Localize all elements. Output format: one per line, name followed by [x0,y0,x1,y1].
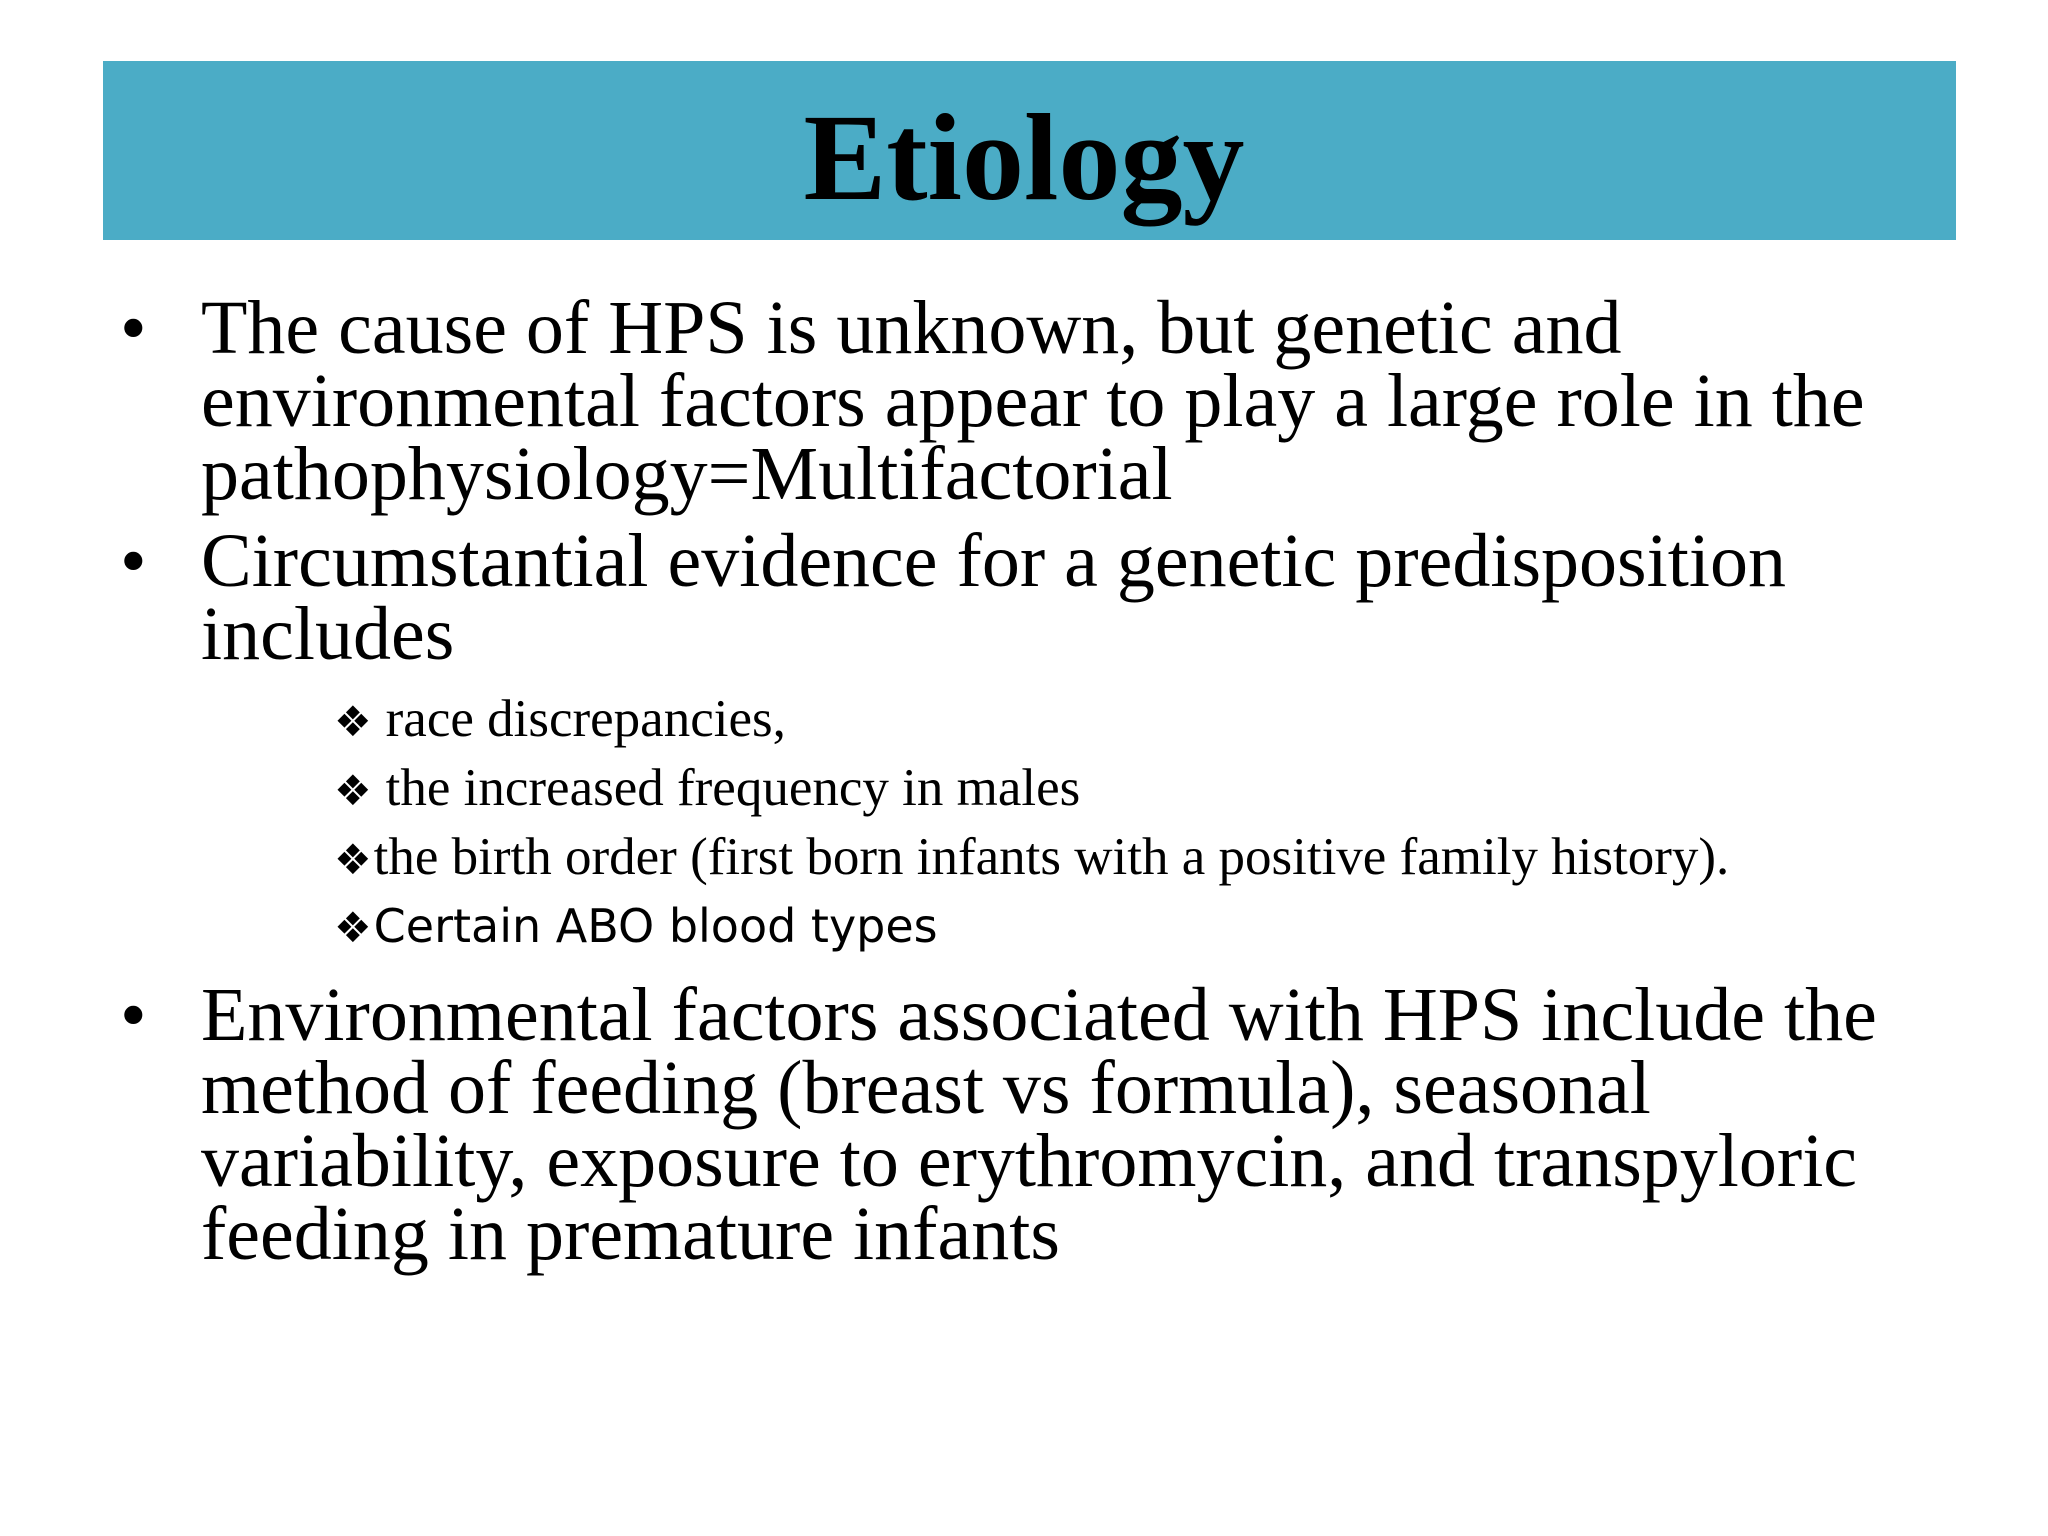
diamond-bullet-icon: ❖ [334,697,372,746]
bullet-line: Circumstantial evidence for a genetic predisposition [201,519,1786,603]
bullet-line: The cause of HPS is unknown, but genetic and [201,286,1622,370]
sub-item [334,892,2000,961]
bullet-marker: • [120,519,147,603]
sub-item [334,754,2000,823]
sub-item-text: race discrepancies, [385,690,786,748]
bullet-marker: • [120,973,147,1057]
bullet-item [120,286,2000,516]
diamond-bullet-icon: ❖ [334,835,372,884]
bullet-line: pathophysiology=Multifactorial [201,432,1173,516]
bullet-marker: • [120,286,147,370]
bullet-line: includes [201,592,455,676]
bullet-line: method of feeding (breast vs formula), seasonal [201,1046,1651,1130]
diamond-bullet-icon: ❖ [334,766,372,815]
sub-item [334,685,2000,754]
slide-content [120,286,2000,1276]
sub-item-text: the birth order (first born infants with a positive family history). [373,828,1730,886]
bullet-item [120,973,2000,1276]
sub-item-text: Certain ABO blood types [373,899,938,953]
bullet-line: feeding in premature infants [201,1192,1060,1276]
bullet-line: variability, exposure to erythromycin, and transpyloric [201,1119,1858,1203]
sub-item [334,823,2000,892]
bullet-item [120,519,2000,676]
bullet-line: environmental factors appear to play a large role in the [201,359,1865,443]
sub-item-text: the increased frequency in males [385,759,1081,817]
bullet-line: Environmental factors associated with HPS include the [201,973,1877,1057]
slide-title: Etiology [803,89,1245,226]
diamond-bullet-icon: ❖ [334,903,372,952]
sub-list [334,685,2000,961]
